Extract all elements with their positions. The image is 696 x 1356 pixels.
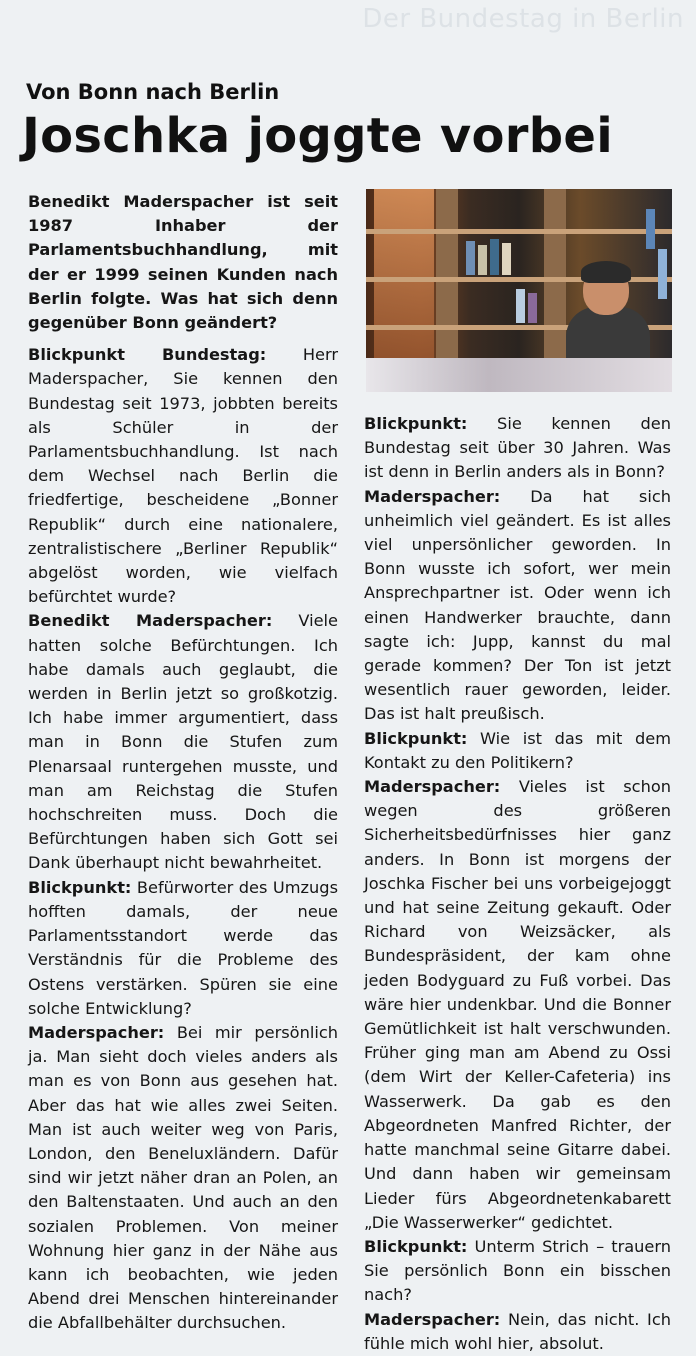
- qa-paragraph: [28, 609, 338, 875]
- qa-paragraph: [364, 485, 671, 727]
- speaker-label: Blickpunkt:: [28, 877, 132, 897]
- speaker-label: Maderspacher:: [364, 777, 501, 797]
- qa-paragraph: [364, 775, 671, 1235]
- right-column: [364, 412, 671, 1356]
- answer-text: Wie ist das mit dem Kontakt zu den Politikern?: [364, 728, 671, 772]
- answer-text: Da hat sich unheimlich viel geändert. Es ist alles viel unpersönlicher geworden. In Bonn wusste ich sofort, wer mein Ansprechpartner ist. Oder wenn ich einen Handwerker brauchte, dann sagte ich: Jupp, kannst du mal gerade kommen? Der Ton ist jetzt wesentlich rauer geworden, leider. Das ist halt preußisch.: [364, 486, 671, 724]
- qa-paragraph: [28, 876, 338, 1021]
- photo-shelf: [366, 229, 672, 234]
- qa-paragraph: [364, 412, 671, 485]
- photo-book: [478, 245, 487, 275]
- qa-paragraph: [28, 1021, 338, 1336]
- qa-paragraph: [364, 1235, 671, 1308]
- answer-text: Nein, das nicht. Ich fühle mich wohl hier, absolut.: [364, 1309, 671, 1353]
- speaker-label: Maderspacher:: [364, 1309, 501, 1329]
- speaker-label: Blickpunkt:: [364, 1236, 468, 1256]
- speaker-label: Benedikt Maderspacher:: [28, 611, 273, 631]
- photo-book: [502, 243, 511, 275]
- speaker-label: Blickpunkt:: [364, 728, 468, 748]
- answer-text: Befürworter des Umzugs hofften damals, der neue Parlamentsstandort werde das Verständnis für die Probleme des Ostens verstärken. Spüren sie eine solche Entwicklung?: [28, 877, 338, 1018]
- page-header-ghost: Der Bundestag in Berlin: [362, 4, 684, 34]
- photo-counter: [366, 358, 672, 392]
- speaker-label: Maderspacher:: [28, 1022, 165, 1042]
- intro-paragraph: Benedikt Maderspacher ist seit 1987 Inhaber der Parlamentsbuchhandlung, mit der er 1999 seinen Kunden nach Berlin folgte. Was hat sich denn gegenüber Bonn geändert?: [28, 192, 338, 333]
- qa-paragraph: [364, 727, 671, 775]
- answer-text: Unterm Strich – trauern Sie persönlich Bonn ein bisschen nach?: [364, 1236, 671, 1305]
- speaker-label: Blickpunkt:: [364, 414, 468, 433]
- photo-person-hair: [581, 261, 631, 283]
- photo-book: [528, 293, 537, 323]
- speaker-label: Maderspacher:: [364, 486, 501, 506]
- answer-text: Bei mir persönlich ja. Man sieht doch vieles anders als man es von Bonn aus gesehen hat. Aber das hat wie alles zwei Seiten. Man ist auch weiter weg von Paris, London, den Beneluxländern. Dafür sind wir jetzt näher dran an Polen, an den Baltenstaaten. Und auch an den sozialen Problemen. Von meiner Wohnung hier ganz in der Nähe aus kann ich beobachten, wie jeden Abend drei Menschen hintereinander die Abfallbehälter durchsuchen.: [28, 1022, 338, 1333]
- photo-book: [516, 289, 525, 323]
- answer-text: Viele hatten solche Befürchtungen. Ich habe damals auch geglaubt, die werden in Berlin jetzt so großkotzig. Ich habe immer argumentiert, dass man in Bonn die Stufen zum Plenarsaal runtergehen musste, und man am Reichstag die Stufen hochschreiten muss. Doch die Befürchtungen haben sich Gott sei Dank überhaupt nicht bewahrheitet.: [28, 611, 338, 873]
- speaker-label: Blickpunkt Bundestag:: [28, 345, 267, 365]
- kicker: Von Bonn nach Berlin: [26, 80, 280, 104]
- photo-book: [490, 239, 499, 275]
- qa-paragraph: [28, 343, 338, 609]
- answer-text: Vieles ist schon wegen des größeren Sicherheitsbedürfnisses hier ganz anders. In Bonn ist morgens der Joschka Fischer bei uns vorbeigejoggt und hat seine Zeitung gekauft. Oder Richard von Weizsäcker, als Bundespräsident, der kam ohne jeden Bodyguard zu Fuß vorbei. Das wäre hier undenkbar. Und die Bonner Gemütlichkeit ist halt verschwunden. Früher ging man am Abend zu Ossi (dem Wirt der Keller-Cafeteria) ins Wasserwerk. Da gab es den Abgeordneten Manfred Richter, der hatte manchmal seine Gitarre dabei. Und dann haben wir gemeinsam Lieder fürs Abgeordnetenkabarett „Die Wasserwerker“ gedichtet.: [364, 777, 671, 1232]
- photo-book: [466, 241, 475, 275]
- answer-text: Sie kennen den Bundestag seit über 30 Jahren. Was ist denn in Berlin anders als in Bonn?: [364, 414, 671, 482]
- photo-book: [658, 249, 667, 299]
- qa-paragraph: [364, 1308, 671, 1356]
- left-column: [28, 190, 338, 1336]
- headline: Joschka joggte vorbei: [22, 108, 614, 164]
- answer-text: Herr Maderspacher, Sie kennen den Bundestag seit 1973, jobbten bereits als Schüler in der Parlamentsbuchhandlung. Ist nach dem Wechsel nach Berlin die friedfertige, bescheidene „Bonner Republik“ durch eine nationalere, zentralistischere „Berliner Republik“ abgelöst worden, wie vielfach befürchtet wurde?: [28, 345, 338, 607]
- photo-book: [646, 209, 655, 249]
- bookshop-photo: [366, 189, 672, 392]
